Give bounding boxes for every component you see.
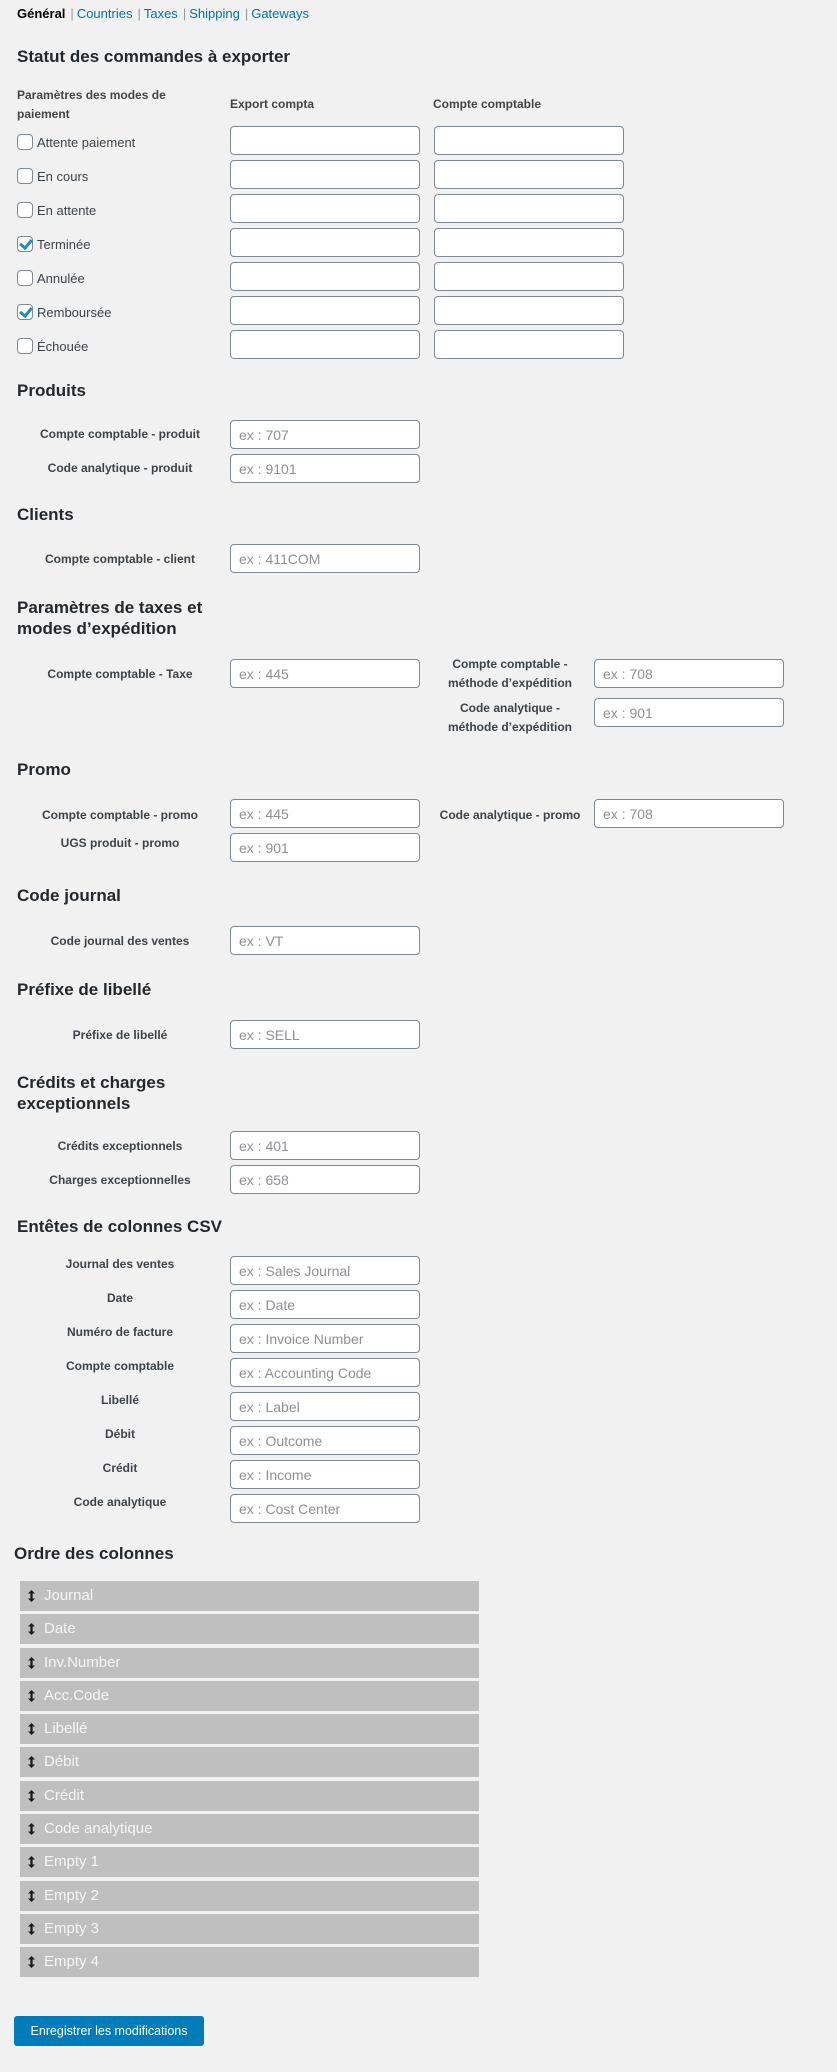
csv-header-input[interactable] — [230, 1256, 420, 1285]
csv-header-label: Débit — [105, 1427, 135, 1441]
compte-taxe-input[interactable] — [230, 659, 420, 688]
export-compta-input[interactable] — [230, 228, 420, 257]
csv-header-label: Date — [106, 1291, 133, 1305]
label-code-journal-ventes: Code journal des ventes — [50, 934, 190, 948]
csv-header-label: Libellé — [100, 1393, 139, 1407]
label-compte-expedition-line2: méthode d’expédition — [447, 676, 572, 690]
section-title-clients: Clients — [17, 505, 74, 524]
order-status-row — [17, 338, 88, 354]
label-compte-client: Compte comptable - client — [44, 552, 196, 566]
nav-separator: | — [244, 6, 249, 21]
export-compta-input[interactable] — [230, 194, 420, 223]
csv-header-label: Compte comptable — [65, 1359, 174, 1373]
column-order-item[interactable] — [20, 1847, 479, 1877]
csv-header-input[interactable] — [230, 1460, 420, 1489]
column-order-item[interactable] — [20, 1714, 479, 1744]
column-order-item-label: Date — [44, 1620, 76, 1638]
drag-handle-icon[interactable] — [27, 1581, 36, 1611]
status-label[interactable]: En cours — [37, 168, 89, 184]
status-label[interactable]: En attente — [37, 202, 97, 218]
column-header-modes-paiement: Paramètres des modes de paiement — [17, 88, 166, 121]
label-code-analytique-produit: Code analytique - produit — [47, 461, 193, 475]
csv-header-input[interactable] — [230, 1494, 420, 1523]
label-code-expedition-line1: Code analytique - — [459, 701, 560, 715]
csv-header-input[interactable] — [230, 1392, 420, 1421]
order-status-row — [17, 270, 85, 286]
status-checkbox[interactable] — [17, 134, 33, 150]
column-order-item[interactable] — [20, 1781, 479, 1811]
label-ugs-promo: UGS produit - promo — [60, 836, 180, 850]
drag-handle-icon[interactable] — [27, 1747, 36, 1777]
nav-separator: | — [182, 6, 187, 21]
nav-link-gateways[interactable]: Gateways — [251, 6, 310, 21]
nav-link-shipping[interactable]: Shipping — [189, 6, 240, 21]
export-compta-input[interactable] — [230, 160, 420, 189]
label-compte-expedition-line1: Compte comptable - — [452, 657, 568, 671]
status-checkbox[interactable] — [17, 270, 33, 286]
compte-promo-input[interactable] — [230, 799, 420, 828]
column-order-item-label: Journal — [44, 1587, 94, 1604]
column-order-item[interactable] — [20, 1581, 479, 1611]
section-title-exceptionnels-line2: exceptionnels — [17, 1094, 131, 1113]
status-label[interactable]: Échouée — [37, 338, 89, 354]
nav-current-general[interactable]: Général — [17, 6, 66, 21]
column-order-item-label: Code analytique — [44, 1820, 153, 1838]
section-title-exceptionnels — [17, 1072, 165, 1114]
drag-handle-icon[interactable] — [27, 1914, 36, 1944]
drag-handle-icon[interactable] — [27, 1881, 36, 1911]
status-checkbox[interactable] — [17, 202, 33, 218]
column-order-item-label: Empty 4 — [44, 1953, 100, 1971]
order-status-row — [17, 134, 135, 150]
csv-header-label: Code analytique — [73, 1495, 167, 1509]
compte-comptable-input[interactable] — [434, 228, 624, 257]
column-order-item[interactable] — [20, 1648, 479, 1678]
code-journal-input[interactable] — [230, 926, 420, 955]
column-order-item[interactable] — [20, 1681, 479, 1711]
label-code-expedition-line2: méthode d’expédition — [447, 720, 572, 734]
compte-comptable-input[interactable] — [434, 126, 624, 155]
section-title-taxes-line1: Paramètres de taxes et — [17, 598, 203, 617]
compte-client-input[interactable] — [230, 544, 420, 573]
label-prefixe-libelle: Préfixe de libellé — [72, 1028, 168, 1042]
section-title-ordre-colonnes: Ordre des colonnes — [14, 1544, 174, 1563]
column-order-item[interactable] — [20, 1614, 479, 1644]
column-order-item-label: Acc.Code — [44, 1686, 110, 1704]
csv-header-input[interactable] — [230, 1426, 420, 1455]
column-order-item-label: Empty 3 — [44, 1919, 100, 1937]
export-compta-input[interactable] — [230, 296, 420, 325]
drag-handle-icon[interactable] — [27, 1648, 36, 1678]
charges-exceptionnelles-input[interactable] — [230, 1165, 420, 1194]
status-label[interactable]: Remboursée — [37, 304, 112, 320]
ugs-promo-input[interactable] — [230, 833, 420, 862]
export-compta-input[interactable] — [230, 330, 420, 359]
status-checkbox[interactable] — [17, 304, 33, 320]
label-compte-taxe: Compte comptable - Taxe — [47, 667, 193, 681]
nav-separator: | — [137, 6, 141, 21]
compte-produit-input[interactable] — [230, 420, 420, 449]
code-expedition-input[interactable] — [594, 698, 784, 727]
label-credits-exceptionnels: Crédits exceptionnels — [57, 1139, 183, 1153]
save-changes-button[interactable]: Enregistrer les modifications — [14, 2016, 204, 2046]
compte-comptable-input[interactable] — [434, 262, 624, 291]
drag-handle-icon[interactable] — [27, 1847, 36, 1877]
nav-link-countries[interactable]: Countries — [76, 6, 133, 21]
label-compte-expedition — [430, 655, 590, 693]
section-title-code-journal: Code journal — [17, 886, 121, 905]
drag-handle-icon[interactable] — [27, 1614, 36, 1644]
order-status-row — [17, 304, 111, 320]
compte-expedition-input[interactable] — [594, 659, 784, 688]
status-checkbox[interactable] — [17, 168, 33, 184]
section-title-taxes — [17, 597, 202, 639]
csv-header-label: Numéro de facture — [66, 1325, 174, 1339]
label-compte-produit: Compte comptable - produit — [40, 427, 200, 441]
column-order-item-label: Crédit — [44, 1786, 85, 1804]
column-order-item-label: Empty 1 — [44, 1853, 100, 1871]
section-title-statut: Statut des commandes à exporter — [17, 47, 291, 66]
csv-header-input[interactable] — [230, 1358, 420, 1387]
column-order-item[interactable] — [20, 1747, 479, 1777]
status-label[interactable]: Terminée — [37, 236, 91, 252]
column-header-export-compta: Export compta — [230, 97, 315, 111]
csv-header-input[interactable] — [230, 1324, 420, 1353]
column-order-item[interactable] — [20, 1914, 479, 1944]
prefixe-libelle-input[interactable] — [230, 1020, 420, 1049]
nav-link-taxes[interactable]: Taxes — [143, 6, 178, 21]
compte-comptable-input[interactable] — [434, 160, 624, 189]
csv-header-input[interactable] — [230, 1290, 420, 1319]
code-analytique-promo-input[interactable] — [594, 799, 784, 828]
nav-separator: | — [70, 6, 74, 21]
order-status-row — [17, 236, 90, 252]
drag-handle-icon[interactable] — [27, 1714, 36, 1744]
column-order-sortable-list — [20, 1581, 479, 1981]
label-code-expedition — [430, 699, 590, 737]
drag-handle-icon[interactable] — [27, 1681, 36, 1711]
section-title-exceptionnels-line1: Crédits et charges — [17, 1073, 166, 1092]
compte-comptable-input[interactable] — [434, 330, 624, 359]
column-order-item-label: Empty 2 — [44, 1886, 100, 1904]
section-title-produits: Produits — [17, 381, 86, 400]
status-checkbox[interactable] — [17, 236, 33, 252]
credits-exceptionnels-input[interactable] — [230, 1131, 420, 1160]
drag-handle-icon[interactable] — [27, 1947, 36, 1977]
compte-comptable-input[interactable] — [434, 296, 624, 325]
column-order-item-label: Inv.Number — [44, 1653, 121, 1671]
section-title-promo: Promo — [17, 760, 71, 779]
compte-comptable-input[interactable] — [434, 194, 624, 223]
csv-header-label: Crédit — [102, 1461, 138, 1475]
column-order-item[interactable] — [20, 1881, 479, 1911]
column-order-item[interactable] — [20, 1814, 479, 1844]
export-compta-input[interactable] — [230, 262, 420, 291]
settings-subnav — [17, 5, 309, 22]
section-title-csv-headers: Entêtes de colonnes CSV — [17, 1217, 222, 1236]
status-checkbox[interactable] — [17, 338, 33, 354]
label-compte-promo: Compte comptable - promo — [41, 808, 198, 822]
section-title-taxes-line2: modes d’expédition — [17, 619, 177, 638]
code-analytique-produit-input[interactable] — [230, 454, 420, 483]
column-header-compte-comptable: Compte comptable — [433, 97, 542, 111]
label-code-analytique-promo: Code analytique - promo — [439, 808, 581, 822]
order-status-row — [17, 202, 96, 218]
status-label[interactable]: Annulée — [37, 270, 85, 286]
export-compta-input[interactable] — [230, 126, 420, 155]
csv-header-label: Journal des ventes — [65, 1257, 175, 1271]
drag-handle-icon[interactable] — [27, 1814, 36, 1844]
order-status-row — [17, 168, 88, 184]
drag-handle-icon[interactable] — [27, 1781, 36, 1811]
column-order-item-label: Libellé — [44, 1720, 88, 1738]
column-order-item[interactable] — [20, 1947, 479, 1977]
status-label[interactable]: Attente paiement — [37, 134, 136, 150]
column-order-item-label: Débit — [44, 1753, 80, 1771]
label-charges-exceptionnelles: Charges exceptionnelles — [49, 1173, 191, 1187]
section-title-prefixe: Préfixe de libellé — [17, 980, 152, 999]
